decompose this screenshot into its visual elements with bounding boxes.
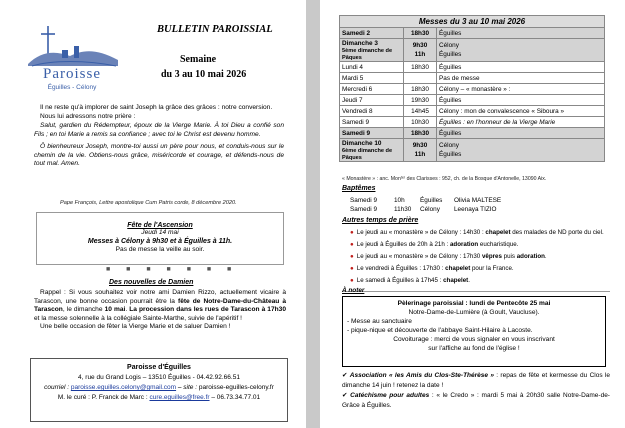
news-text xyxy=(34,289,286,332)
prayer-attribution: Pape François, Lettre apostolique Cum Patris corde, 8 décembre 2020. xyxy=(60,200,237,206)
news-feast: fête de Notre-Dame-du-Château à Tarascon xyxy=(34,297,287,313)
list-item: ● Le jeudi à Éguilles de 20h à 21h : adoration eucharistique. xyxy=(350,241,519,248)
schedule-day: Samedi 9 xyxy=(340,117,404,128)
schedule-place: Célony xyxy=(439,142,459,149)
list-item: ✔ Association « les Amis du Clos-Ste-Thérèse » : repas de fête et kermesse du Clos le dimanche 14 juin ! retenez la date ! xyxy=(342,372,610,389)
list-item: ● Le samedi à Éguilles à 17h45 : chapelet. xyxy=(350,277,470,284)
schedule-time: 9h30 xyxy=(412,142,428,149)
courriel-link[interactable]: paroisse.eguilles.celony@gmail.com xyxy=(70,384,177,391)
schedule-time xyxy=(404,73,437,84)
schedule-time: 14h45 xyxy=(404,106,437,117)
other-prayers-list xyxy=(350,227,604,287)
announcements xyxy=(342,371,610,411)
schedule-day: Samedi 9 xyxy=(340,128,404,139)
pilgrimage-box xyxy=(342,296,606,367)
bulletin-title: BULLETIN PAROISSIAL xyxy=(157,24,273,35)
mass-schedule-table xyxy=(339,15,605,162)
schedule-day: Mardi 5 xyxy=(340,73,404,84)
schedule-time: 19h30 xyxy=(404,95,437,106)
schedule-day: Dimanche 3 xyxy=(342,40,378,47)
list-item: ● Le vendredi à Éguilles : 17h30 : chapelet pour la France. xyxy=(350,265,514,272)
list-item: ● Le jeudi au « monastère » de Célony : 17h30 vêpres puis adoration. xyxy=(350,253,547,260)
schedule-day-sub: 6ème dimanche de Pâques xyxy=(342,148,393,161)
list-item: Samedi 9 11h30 Célony Leenaya TIZIO xyxy=(350,206,497,213)
news-text-e: . xyxy=(125,306,130,313)
other-prayers-title: Autres temps de prière xyxy=(342,217,419,224)
schedule-place: Célony – « monastère » : xyxy=(437,84,605,95)
site-label: – site : xyxy=(177,384,198,391)
contact-box xyxy=(30,358,288,422)
list-item: ✔ Catéchisme pour adultes : « le Credo » : mardi 5 mai à 20h30 salle Notre-Dame-de-Grâce à Éguilles. xyxy=(342,392,610,409)
prayer-section xyxy=(34,104,284,169)
news-title: Des nouvelles de Damien xyxy=(109,279,194,286)
courriel-label: courriel : xyxy=(44,384,70,391)
news-text-a: Rappel : Si vous souhaitez voir notre ami Damien Rizzo, actuellement vicaire à Tarascon, une bonne occasion pourrait être la xyxy=(34,289,286,305)
ascension-title: Fête de l'Ascension xyxy=(127,222,193,229)
left-page xyxy=(0,0,306,428)
cure-email-link[interactable]: cure.eguilles@free.fr xyxy=(149,394,210,401)
prayer-intro: Il ne reste qu'à implorer de saint Joseph la grâce des grâces : notre conversion. xyxy=(40,104,273,111)
prayer-intro-2: Nous lui adressons notre prière : xyxy=(40,112,136,120)
schedule-time: 9h30 xyxy=(412,42,428,49)
schedule-time: 18h30 xyxy=(404,84,437,95)
ascension-date: Jeudi 14 mai xyxy=(141,229,179,236)
schedule-place-2: Éguilles xyxy=(439,51,462,58)
schedule-time: 18h30 xyxy=(404,128,437,139)
schedule-day: Vendredi 8 xyxy=(340,106,404,117)
schedule-place: Éguilles xyxy=(437,128,605,139)
news-procession: La procession dans les rues de Tarascon à 17h30 xyxy=(129,306,286,313)
schedule-place: Pas de messe xyxy=(437,73,605,84)
schedule-day: Samedi 2 xyxy=(340,28,404,39)
decorative-bullets: ■ ■ ■ ■ ■ ■ ■ xyxy=(106,266,239,273)
schedule-time: 18h30 xyxy=(404,62,437,73)
ascension-box xyxy=(36,212,284,265)
news-text-c: , le dimanche xyxy=(62,306,105,313)
contact-address: 4, rue du Grand Logis – 13510 Éguilles - 04.42.92.66.51 xyxy=(78,374,240,381)
news-text-2: Une belle occasion de fêter la Vierge Marie et de saluer Damien ! xyxy=(40,323,231,330)
schedule-time-2: 11h xyxy=(414,51,426,58)
pilgrimage-item: - Messe au sanctuaire xyxy=(347,318,412,325)
prayer-text-2: Ô bienheureux Joseph, montre-toi aussi un père pour nous, et conduis-nous sur le chemin de la vie. Obtiens-nous grâce, miséricorde et courage, et défends-nous de tout mal. Amen. xyxy=(34,143,284,167)
right-page xyxy=(320,0,625,428)
logo-wordmark: Paroisse xyxy=(43,66,101,82)
list-item: ● Le jeudi au « monastère » de Célony : 14h30 : chapelet des malades de ND porte du ciel. xyxy=(350,229,604,236)
news-text-g: et la messe solennelle à la collégiale Sainte-Marthe, suivie de l'apéritif ! xyxy=(34,314,242,322)
logo-subtitle: Éguilles - Célony xyxy=(47,84,97,91)
week-label: Semaine xyxy=(180,54,217,65)
baptisms-title: Baptêmes xyxy=(342,185,376,192)
list-item: Samedi 9 10h Éguilles Olivia MALTESE xyxy=(350,197,502,204)
schedule-place: Célony xyxy=(439,42,459,49)
schedule-day: Dimanche 10 xyxy=(342,140,382,147)
divider xyxy=(342,291,610,292)
prayer-text-1: Salut, gardien du Rédempteur, époux de la Vierge Marie. À toi Dieu a confié son Fils ; en toi Marie a remis sa confiance ; avec toi le Christ est devenu homme. xyxy=(34,122,284,138)
schedule-day: Jeudi 7 xyxy=(340,95,404,106)
carpool-note: Covoiturage : merci de vous signaler en vous inscrivant xyxy=(393,336,555,343)
site-link[interactable]: paroisse-eguilles-celony.fr xyxy=(198,384,274,391)
cure-phone: – 06.73.34.77.01 xyxy=(211,394,261,401)
ascension-mass: Messes à Célony à 9h30 et à Éguilles à 11h. xyxy=(87,238,233,245)
pilgrimage-item: - pique-nique et découverte de l'abbaye Saint-Hilaire à Lacoste. xyxy=(347,327,533,334)
schedule-time: 18h30 xyxy=(404,28,437,39)
cure-label: M. le curé : P. Franck de Marc : xyxy=(57,394,148,401)
pilgrimage-title: Pèlerinage paroissial : lundi de Pentecôte 25 mai xyxy=(397,300,551,307)
schedule-place: Éguilles xyxy=(437,95,605,106)
schedule-place: Éguilles : en l'honneur de la Vierge Marie xyxy=(437,117,605,128)
schedule-time-2: 11h xyxy=(414,151,426,158)
schedule-time: 10h30 xyxy=(404,117,437,128)
schedule-day: Mercredi 6 xyxy=(340,84,404,95)
schedule-day: Lundi 4 xyxy=(340,62,404,73)
week-dates: du 3 au 10 mai 2026 xyxy=(161,69,247,80)
pilgrimage-place: Notre-Dame-de-Lumière (à Goult, Vaucluse). xyxy=(408,309,540,316)
note-heading: À noter xyxy=(342,287,365,294)
ascension-note: Pas de messe la veille au soir. xyxy=(115,246,205,253)
schedule-title: Messes du 3 au 10 mai 2026 xyxy=(340,16,605,28)
baptisms-list xyxy=(350,196,501,214)
news-date: 10 mai xyxy=(104,306,126,313)
schedule-place: Éguilles xyxy=(437,62,605,73)
schedule-place-2: Éguilles xyxy=(439,151,462,158)
schedule-place: Éguilles xyxy=(437,28,605,39)
schedule-place: Célony : mon de convalescence « Siboura » xyxy=(437,106,605,117)
schedule-day-sub: 5ème dimanche de Pâques xyxy=(342,48,393,61)
contact-name: Paroisse d'Éguilles xyxy=(127,364,191,371)
carpool-note-2: sur l'affiche au fond de l'église ! xyxy=(428,345,520,352)
monastery-note: « Monastère » : anc. Monᵗᵉʳ des Clarisses : 952, ch. de la Bosque d'Antonelle, 13090 Aix. xyxy=(342,176,547,182)
